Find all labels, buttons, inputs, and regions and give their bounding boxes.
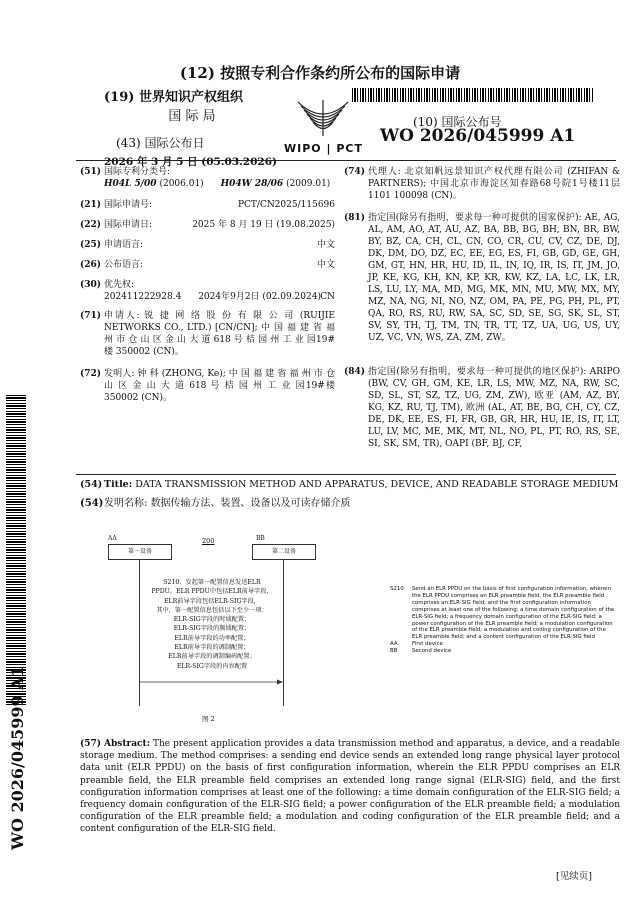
abstract: (57) Abstract: The present application provides a data transmission method and apparatus, a device, and a readable storage medium. The method comprises: a sending end device sends an extended long range physical layer protocol data unit (ELR PPDU) on the basis of first configuration information, wherein the ELR PPDU comprises an ELR preamble field, the ELR preamble field comprises an extended long range signal (ELR-SIG) field, and the first configuration information comprises at least one of the following: a time domain configuration of the ELR-SIG field; a frequency domain configuration of the ELR-SIG field; a power configuration of the ELR preamble field; a modulation configuration of the ELR preamble field; a modulation and coding configuration of the ELR preamble field; and a content configuration of the ELR-SIG field.: [80, 739, 620, 835]
pub-date-value: 2026 年 3 月 5 日 (05.03.2026): [104, 156, 277, 168]
org-block: [104, 86, 277, 169]
org-code: (19): [104, 90, 135, 105]
side-barcode: [6, 395, 26, 705]
label-200: 200: [202, 537, 215, 545]
wipo-emblem-icon: [288, 96, 358, 138]
field-84: (84) 指定国(除另有指明，要求每一种可提供的地区保护): ARIPO (BW, CV, GH, GM, KE, LR, LS, MW, MZ, NA, RW, SC, SD, SL, ST, SZ, TZ, UG, ZM, ZW), 欧亚 (AM, AZ, BY, KG, KZ, RU, TJ, TM), 欧洲 (AL, AT, BE, BG, CH, CY, CZ, DE, DK, EE, ES, FI, FR, GB, GR, HR, HU, IE, IS, IT, LT, LU, LV, MC, ME, MK, MT, NL, NO, PL, PT, RO, RS, SE, SI, SK, SM, TR), OAPI (BF, BJ, CF,: [344, 367, 620, 449]
title-divider: [76, 474, 616, 475]
field-25: (25) 申请语言: 中文: [80, 240, 335, 250]
side-publication-number: WO 2026/045999 A1: [8, 666, 27, 850]
document-title: (12) 按照专利合作条约所公布的国际申请: [179, 64, 461, 82]
figure-caption: 图 2: [202, 715, 215, 723]
field-81: (81) 指定国(除另有指明，要求每一种可提供的国家保护): AE, AG, AL, AM, AO, AT, AU, AZ, BA, BB, BG, BH, BN, BR, BW, BY, BZ, CA, CH, CL, CN, CO, CR, CU, CV, CZ, DE, DJ, DK, DM, DO, DZ, EC, EE, EG, ES, FI, GB, GD, GE, GH, GM, GT, HN, HR, HU, ID, IL, IN, IQ, IR, IS, IT, JM, JO, JP, KE, KG, KH, KN, KP, KR, KW, KZ, LA, LC, LK, LR, LS, LU, LY, MA, MD, MG, MK, MN, MU, MW, MX, MY, MZ, NA, NG, NI, NO, NZ, OM, PA, PE, PG, PH, PL, PT, QA, RO, RS, RU, RW, SA, SC, SD, SE, SG, SK, SL, ST, SV, SY, TH, TJ, TM, TN, TR, TT, TZ, UA, UG, US, UY, UZ, VC, VN, WS, ZA, ZM, ZW。: [344, 213, 620, 343]
field-30: (30) 优先权: 202411222928.4 2024年9月2日 (02.09.2024) CN: [80, 280, 335, 302]
pub-date-label: (43) 国际公布日: [116, 136, 205, 150]
label-bb: BB: [256, 535, 265, 542]
figure-legend: S210 Send an ELR PPDU on the basis of first configuration information, wherein the ELR PPDU comprises an ELR preamble field, the ELR preamble field comprises an ELR-SIG field; and the first configuration information comprises at least one of the following: a time domain configuration of the ELR-SIG field; a frequency domain configuration of the ELR-SIG field; a power configuration of the ELR preamble field; a modulation configuration of the ELR preamble field; a modulation and coding configuration of the ELR preamble field; and a content configuration of the ELR-SIG field AA First device BB Second device: [390, 586, 615, 655]
figure-region: [80, 528, 620, 728]
step-s210-text: S210、发起第一配置信息发送ELR PPDU，ELR PPDU中包括ELR前导字段， ELR前导字段包括ELR-SIG字段， 其中，第一配置信息包括以下至少一项： ELR-SIG字段的时域配置； ELR-SIG字段的频域配置； ELR前导字段的功率配置； ELR前导字段的调制配置； ELR前导字段的调制编码配置； ELR-SIG字段的内容配置: [151, 579, 273, 670]
org-name: 世界知识产权组织: [138, 90, 243, 105]
label-aa: AA: [108, 535, 117, 542]
field-22: (22) 国际申请日: 2025 年 8 月 19 日 (19.08.2025): [80, 220, 335, 230]
header-divider: [76, 160, 616, 161]
title-cn: (54)发明名称: 数据传输方法、装置、设备以及可读存储介质: [80, 498, 351, 509]
field-74: (74) 代理人: 北京知帆远景知识产权代理有限公司 (ZHIFAN & PARTNERS); 中国北京市海淀区知春路68号院1号楼11层1101 100098 (CN)。: [344, 167, 620, 201]
field-26: (26) 公布语言: 中文: [80, 260, 335, 270]
pub-number: WO 2026/045999 A1: [380, 126, 576, 146]
wipo-logo: [284, 96, 363, 158]
pub-number-label: (10) 国际公布号: [413, 115, 502, 129]
field-51: (51) 国际专利分类号: H04L 5/00 (2006.01) H04W 28/06 (2009.01): [80, 167, 331, 189]
field-72: (72) 发明人: 钟 科 (ZHONG, Ke); 中 国 福 建 省 福 州 市 仓 山 区 金 山 大 道 618 号 桔 园 州 工 业 园19#楼 350002 (CN)。: [80, 369, 335, 403]
title-en: (54) Title: DATA TRANSMISSION METHOD AND APPARATUS, DEVICE, AND READABLE STORAGE MEDIUM: [80, 479, 619, 490]
top-barcode: [352, 88, 594, 102]
field-71: (71) 申请人: 锐 捷 网 络 股 份 有 限 公 司 (RUIJIE NETWORKS CO., LTD.) [CN/CN]; 中 国 福 建 省 福 州 市 仓 山 区 金 山 大 道 618 号 桔 园 州 工 业 园19#楼 350002 (CN)。: [80, 311, 335, 357]
continued-note: [见续页]: [556, 871, 592, 882]
org-bureau: 国 际 局: [168, 109, 216, 124]
send-arrow: [139, 678, 285, 686]
wipo-pct-text: WIPO | PCT: [284, 142, 363, 155]
second-device-box: 第二设备: [252, 544, 316, 560]
first-device-box: 第一设备: [108, 544, 172, 560]
field-21: (21) 国际申请号: PCT/CN2025/115696: [80, 200, 335, 210]
